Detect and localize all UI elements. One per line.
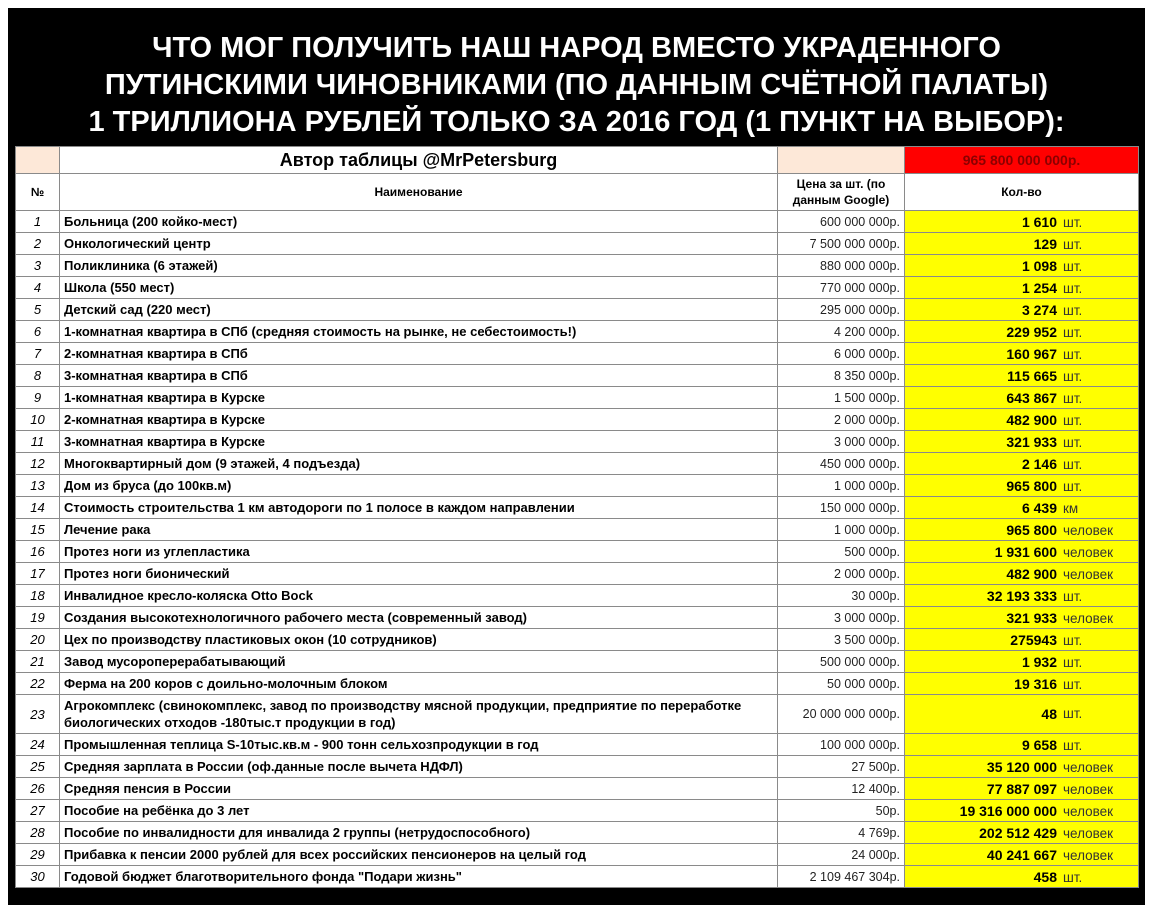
row-quantity: 35 120 000	[986, 758, 1057, 775]
row-name: Годовой бюджет благотворительного фонда "Подари жизнь"	[60, 866, 778, 888]
comparison-table	[15, 146, 1139, 888]
row-number: 27	[16, 800, 60, 822]
row-quantity-cell	[905, 211, 1139, 233]
table-row	[16, 734, 1139, 756]
row-quantity-cell	[905, 277, 1139, 299]
row-unit: шт.	[1063, 456, 1083, 472]
row-price: 3 000 000р.	[778, 431, 905, 453]
table-row	[16, 800, 1139, 822]
row-unit: шт.	[1063, 588, 1083, 604]
row-quantity-cell	[905, 409, 1139, 431]
table-row	[16, 651, 1139, 673]
row-unit: шт.	[1063, 434, 1083, 450]
table-row	[16, 673, 1139, 695]
row-name: Пособие по инвалидности для инвалида 2 группы (нетрудоспособного)	[60, 822, 778, 844]
row-quantity: 1 098	[1021, 257, 1057, 274]
row-quantity-cell	[905, 695, 1139, 734]
row-quantity: 1 932	[1021, 653, 1057, 670]
row-unit: шт.	[1063, 346, 1083, 362]
row-number: 9	[16, 387, 60, 409]
row-quantity: 1 931 600	[994, 543, 1057, 560]
row-quantity: 160 967	[1006, 345, 1057, 362]
row-number: 17	[16, 563, 60, 585]
table-row	[16, 233, 1139, 255]
row-unit: шт.	[1063, 368, 1083, 384]
row-price: 27 500р.	[778, 756, 905, 778]
row-price: 4 200 000р.	[778, 321, 905, 343]
title-line-2: ПУТИНСКИМИ ЧИНОВНИКАМИ (ПО ДАННЫМ СЧЁТНОЙ ПАЛАТЫ)	[104, 69, 1049, 101]
row-price: 150 000 000р.	[778, 497, 905, 519]
row-name: Цех по производству пластиковых окон (10 сотрудников)	[60, 629, 778, 651]
poster-title	[15, 8, 1138, 146]
row-name: 1-комнатная квартира в Курске	[60, 387, 778, 409]
row-quantity: 321 933	[1006, 433, 1057, 450]
row-quantity: 1 254	[1021, 279, 1057, 296]
row-quantity-cell	[905, 453, 1139, 475]
row-price: 50р.	[778, 800, 905, 822]
row-unit: шт.	[1063, 478, 1083, 494]
row-quantity-cell	[905, 519, 1139, 541]
row-number: 26	[16, 778, 60, 800]
row-number: 29	[16, 844, 60, 866]
row-number: 25	[16, 756, 60, 778]
row-quantity-cell	[905, 497, 1139, 519]
row-number: 8	[16, 365, 60, 387]
table-row	[16, 431, 1139, 453]
table-row	[16, 629, 1139, 651]
row-number: 11	[16, 431, 60, 453]
row-name: Завод мусороперерабатывающий	[60, 651, 778, 673]
column-header-num: №	[16, 174, 60, 211]
row-price: 7 500 000 000р.	[778, 233, 905, 255]
column-header-row	[16, 174, 1139, 211]
row-number: 3	[16, 255, 60, 277]
row-quantity-cell	[905, 585, 1139, 607]
table-row	[16, 387, 1139, 409]
row-price: 2 109 467 304р.	[778, 866, 905, 888]
row-number: 1	[16, 211, 60, 233]
table-row	[16, 299, 1139, 321]
row-price: 600 000 000р.	[778, 211, 905, 233]
table-row	[16, 497, 1139, 519]
row-unit: человек	[1063, 803, 1114, 819]
row-number: 19	[16, 607, 60, 629]
table-row	[16, 844, 1139, 866]
row-number: 18	[16, 585, 60, 607]
table-row	[16, 585, 1139, 607]
row-name: Стоимость строительства 1 км автодороги по 1 полосе в каждом направлении	[60, 497, 778, 519]
table-row	[16, 563, 1139, 585]
row-name: Создания высокотехнологичного рабочего места (современный завод)	[60, 607, 778, 629]
row-number: 2	[16, 233, 60, 255]
row-unit: человек	[1063, 544, 1114, 560]
row-quantity-cell	[905, 734, 1139, 756]
table-row	[16, 519, 1139, 541]
row-number: 10	[16, 409, 60, 431]
table-row	[16, 822, 1139, 844]
row-name: Онкологический центр	[60, 233, 778, 255]
row-price: 1 500 000р.	[778, 387, 905, 409]
row-quantity: 229 952	[1006, 323, 1057, 340]
row-unit: шт.	[1063, 632, 1083, 648]
row-quantity-cell	[905, 475, 1139, 497]
row-unit: шт.	[1063, 258, 1083, 274]
row-quantity-cell	[905, 651, 1139, 673]
table-author: Автор таблицы @MrPetersburg	[60, 147, 778, 174]
row-unit: шт.	[1063, 302, 1083, 318]
row-price: 2 000 000р.	[778, 563, 905, 585]
table-row	[16, 321, 1139, 343]
row-quantity: 1 610	[1021, 213, 1057, 230]
row-quantity: 482 900	[1006, 565, 1057, 582]
row-quantity-cell	[905, 431, 1139, 453]
row-price: 1 000 000р.	[778, 475, 905, 497]
row-number: 14	[16, 497, 60, 519]
row-price: 500 000р.	[778, 541, 905, 563]
row-quantity-cell	[905, 756, 1139, 778]
row-number: 12	[16, 453, 60, 475]
row-unit: человек	[1063, 566, 1114, 582]
row-name: 3-комнатная квартира в СПб	[60, 365, 778, 387]
row-number: 7	[16, 343, 60, 365]
row-name: Пособие на ребёнка до 3 лет	[60, 800, 778, 822]
row-name: Больница (200 койко-мест)	[60, 211, 778, 233]
row-quantity-cell	[905, 387, 1139, 409]
row-price: 20 000 000 000р.	[778, 695, 905, 734]
row-price: 2 000 000р.	[778, 409, 905, 431]
row-quantity: 115 665	[1007, 367, 1057, 384]
table-row	[16, 211, 1139, 233]
table-row	[16, 866, 1139, 888]
row-name: Прибавка к пенсии 2000 рублей для всех российских пенсионеров на целый год	[60, 844, 778, 866]
row-number: 16	[16, 541, 60, 563]
row-unit: шт.	[1063, 676, 1083, 692]
row-unit: шт.	[1063, 214, 1083, 230]
row-quantity: 482 900	[1006, 411, 1057, 428]
row-quantity: 19 316 000 000	[959, 802, 1057, 819]
row-price: 3 500 000р.	[778, 629, 905, 651]
row-unit: человек	[1063, 847, 1114, 863]
row-name: Инвалидное кресло-коляска Otto Bock	[60, 585, 778, 607]
row-quantity-cell	[905, 822, 1139, 844]
row-price: 295 000 000р.	[778, 299, 905, 321]
table-row	[16, 409, 1139, 431]
row-quantity-cell	[905, 629, 1139, 651]
table-row	[16, 277, 1139, 299]
row-unit: шт.	[1063, 869, 1083, 885]
row-price: 6 000 000р.	[778, 343, 905, 365]
author-row-spacer	[16, 147, 60, 174]
row-number: 13	[16, 475, 60, 497]
row-quantity-cell	[905, 255, 1139, 277]
row-quantity-cell	[905, 778, 1139, 800]
author-row	[16, 147, 1139, 174]
row-number: 22	[16, 673, 60, 695]
row-quantity: 202 512 429	[979, 824, 1057, 841]
row-quantity-cell	[905, 321, 1139, 343]
row-price: 500 000 000р.	[778, 651, 905, 673]
row-unit: человек	[1063, 781, 1114, 797]
row-name: Лечение рака	[60, 519, 778, 541]
row-quantity: 77 887 097	[986, 780, 1057, 797]
row-quantity: 643 867	[1006, 389, 1057, 406]
row-quantity-cell	[905, 866, 1139, 888]
row-unit: шт.	[1063, 412, 1083, 428]
row-quantity-cell	[905, 233, 1139, 255]
table-row	[16, 475, 1139, 497]
row-price: 4 769р.	[778, 822, 905, 844]
row-unit: человек	[1063, 522, 1114, 538]
row-quantity: 965 800	[1006, 477, 1057, 494]
row-number: 20	[16, 629, 60, 651]
row-name: Протез ноги из углепластика	[60, 541, 778, 563]
row-price: 100 000 000р.	[778, 734, 905, 756]
row-price: 880 000 000р.	[778, 255, 905, 277]
row-unit: шт.	[1063, 324, 1083, 340]
row-number: 5	[16, 299, 60, 321]
table-row	[16, 365, 1139, 387]
row-price: 1 000 000р.	[778, 519, 905, 541]
row-unit: человек	[1063, 759, 1114, 775]
row-name: Дом из бруса (до 100кв.м)	[60, 475, 778, 497]
row-quantity-cell	[905, 299, 1139, 321]
row-price: 50 000 000р.	[778, 673, 905, 695]
row-unit: шт.	[1063, 390, 1083, 406]
row-name: Многоквартирный дом (9 этажей, 4 подъезда)	[60, 453, 778, 475]
row-name: 2-комнатная квартира в СПб	[60, 343, 778, 365]
row-number: 21	[16, 651, 60, 673]
row-quantity: 458	[1033, 868, 1057, 885]
row-quantity-cell	[905, 343, 1139, 365]
row-quantity-cell	[905, 673, 1139, 695]
title-line-3: 1 ТРИЛЛИОНА РУБЛЕЙ ТОЛЬКО ЗА 2016 ГОД (1 ПУНКТ НА ВЫБОР):	[88, 106, 1065, 138]
row-quantity: 321 933	[1006, 609, 1057, 626]
row-name: 1-комнатная квартира в СПб (средняя стоимость на рынке, не себестоимость!)	[60, 321, 778, 343]
row-quantity: 965 800	[1006, 521, 1057, 538]
row-number: 4	[16, 277, 60, 299]
row-name: Средняя пенсия в России	[60, 778, 778, 800]
title-line-1: ЧТО МОГ ПОЛУЧИТЬ НАШ НАРОД ВМЕСТО УКРАДЕННОГО	[152, 32, 1001, 64]
row-number: 28	[16, 822, 60, 844]
column-header-price: Цена за шт. (по данным Google)	[778, 174, 905, 211]
row-quantity-cell	[905, 563, 1139, 585]
row-number: 6	[16, 321, 60, 343]
poster-frame	[8, 8, 1145, 905]
row-number: 24	[16, 734, 60, 756]
table-row	[16, 453, 1139, 475]
row-quantity: 48	[1041, 706, 1057, 723]
table-row	[16, 695, 1139, 734]
row-quantity: 32 193 333	[986, 587, 1057, 604]
column-header-name: Наименование	[60, 174, 778, 211]
row-unit: шт.	[1063, 236, 1083, 252]
table-row	[16, 778, 1139, 800]
row-unit: человек	[1063, 825, 1114, 841]
row-unit: км	[1063, 500, 1079, 516]
row-number: 30	[16, 866, 60, 888]
row-name: 3-комнатная квартира в Курске	[60, 431, 778, 453]
row-quantity: 129	[1033, 235, 1057, 252]
row-price: 12 400р.	[778, 778, 905, 800]
row-number: 23	[16, 695, 60, 734]
row-quantity-cell	[905, 844, 1139, 866]
row-name: Средняя зарплата в России (оф.данные после вычета НДФЛ)	[60, 756, 778, 778]
row-quantity-cell	[905, 800, 1139, 822]
table-row	[16, 541, 1139, 563]
row-unit: человек	[1063, 610, 1114, 626]
author-row-spacer-2	[778, 147, 905, 174]
row-unit: шт.	[1063, 705, 1083, 721]
row-unit: шт.	[1063, 280, 1083, 296]
row-quantity: 6 439	[1021, 499, 1057, 516]
row-name: Промышленная теплица S-10тыс.кв.м - 900 тонн сельхозпродукции в год	[60, 734, 778, 756]
row-price: 450 000 000р.	[778, 453, 905, 475]
row-price: 30 000р.	[778, 585, 905, 607]
row-price: 3 000 000р.	[778, 607, 905, 629]
row-name: Агрокомплекс (свинокомплекс, завод по производству мясной продукции, предприятие по переработке биологических отходов -180тыс.т продукции в год)	[60, 695, 778, 734]
row-quantity: 2 146	[1021, 455, 1057, 472]
table-row	[16, 756, 1139, 778]
column-header-qty: Кол-во	[905, 174, 1139, 211]
row-name: Протез ноги бионический	[60, 563, 778, 585]
table-row	[16, 255, 1139, 277]
row-name: Поликлиника (6 этажей)	[60, 255, 778, 277]
row-unit: шт.	[1063, 737, 1083, 753]
row-unit: шт.	[1063, 654, 1083, 670]
row-quantity: 275943	[1010, 631, 1057, 648]
table-row	[16, 607, 1139, 629]
row-quantity: 19 316	[1014, 675, 1057, 692]
row-quantity: 9 658	[1021, 736, 1057, 753]
row-quantity-cell	[905, 541, 1139, 563]
row-quantity-cell	[905, 607, 1139, 629]
row-price: 8 350 000р.	[778, 365, 905, 387]
row-quantity: 40 241 667	[986, 846, 1057, 863]
total-amount: 965 800 000 000р.	[905, 147, 1139, 174]
row-name: Школа (550 мест)	[60, 277, 778, 299]
row-quantity: 3 274	[1021, 301, 1057, 318]
row-quantity-cell	[905, 365, 1139, 387]
table-row	[16, 343, 1139, 365]
row-price: 770 000 000р.	[778, 277, 905, 299]
row-number: 15	[16, 519, 60, 541]
row-name: 2-комнатная квартира в Курске	[60, 409, 778, 431]
row-name: Ферма на 200 коров с доильно-молочным блоком	[60, 673, 778, 695]
row-price: 24 000р.	[778, 844, 905, 866]
row-name: Детский сад (220 мест)	[60, 299, 778, 321]
